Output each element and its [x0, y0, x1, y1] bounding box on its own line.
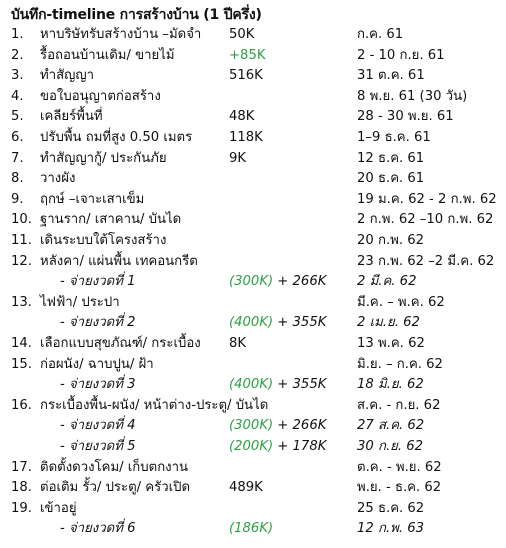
- amount-value: 489K: [229, 480, 263, 496]
- amount-green: (186K): [229, 521, 274, 537]
- row-date: ก.ค. 61: [357, 27, 404, 42]
- row-amount: [229, 107, 254, 126]
- row-date: 2 ก.พ. 62 –10 ก.พ. 62: [357, 212, 494, 228]
- row-description: ทำสัญญา: [40, 68, 95, 84]
- timeline-row: [0, 66, 506, 85]
- payment-row: [0, 313, 506, 332]
- row-date: 2 เม.ย. 62: [357, 315, 420, 331]
- row-amount: [229, 149, 246, 168]
- row-description: ไฟฟ้า/ ประปา: [40, 294, 120, 310]
- timeline-row: [0, 396, 506, 415]
- row-description: เลือกแบบสุขภัณฑ์/ กระเบื้อง: [40, 336, 201, 351]
- row-date: 2 มี.ค. 62: [357, 274, 417, 290]
- row-description: ก่อผนัง/ ฉาบปูน/ ฝ้า: [40, 356, 154, 372]
- row-number: 3.: [11, 68, 24, 84]
- row-number: 9.: [11, 191, 24, 207]
- timeline-row: [0, 478, 506, 497]
- row-date: มี.ค. – พ.ค. 62: [357, 294, 445, 310]
- timeline-row: [0, 334, 506, 353]
- timeline-row: [0, 107, 506, 126]
- row-number: 7.: [11, 150, 24, 166]
- amount-value: 516K: [229, 68, 263, 84]
- row-description: ติดตั้งดวงโคม/ เก็บตกงาน: [40, 459, 189, 475]
- row-number: 16.: [11, 397, 32, 413]
- row-number: 4.: [11, 88, 24, 104]
- timeline-row: [0, 128, 506, 147]
- row-date: 20 ธ.ค. 61: [357, 171, 425, 187]
- row-amount: [229, 25, 254, 44]
- payment-row: [0, 272, 506, 291]
- row-amount: [229, 334, 246, 353]
- row-date: 25 ธ.ค. 62: [357, 500, 425, 516]
- amount-green: (300K): [229, 418, 274, 434]
- timeline-row: [0, 293, 506, 312]
- row-description: รื้อถอนบ้านเดิม/ ขายไม้: [40, 47, 175, 63]
- row-amount: [229, 272, 326, 291]
- row-description: ทำสัญญากู้/ ประกันภัย: [40, 150, 167, 166]
- timeline-row: [0, 252, 506, 271]
- timeline-row: [0, 25, 506, 44]
- row-description: - จ่ายงวดที่ 3: [60, 377, 136, 393]
- row-amount: [229, 128, 263, 147]
- amount-rest: + 266K: [273, 418, 327, 434]
- amount-value: 48K: [229, 109, 255, 125]
- row-date: 8 พ.ย. 61 (30 วัน): [357, 88, 468, 104]
- amount-value: 9K: [229, 150, 247, 166]
- row-date: 13 พ.ค. 62: [357, 336, 425, 351]
- row-date: 2 - 10 ก.ย. 61: [357, 47, 445, 63]
- amount-green: (400K): [229, 377, 274, 393]
- row-number: 12.: [11, 253, 32, 269]
- payment-row: [0, 519, 506, 538]
- amount-value: 118K: [229, 130, 263, 145]
- row-description: เข้าอยู่: [40, 500, 77, 516]
- row-amount: [229, 437, 326, 456]
- row-date: 19 ม.ค. 62 - 2 ก.พ. 62: [357, 191, 497, 207]
- row-amount: [229, 66, 263, 85]
- row-amount: [229, 46, 265, 65]
- row-number: 6.: [11, 130, 24, 145]
- timeline-row: [0, 169, 506, 188]
- timeline-row: [0, 355, 506, 374]
- amount-rest: + 266K: [273, 274, 327, 290]
- amount-value: 50K: [229, 27, 255, 42]
- row-date: 27 ส.ค. 62: [357, 418, 425, 434]
- amount-rest: + 178K: [273, 439, 327, 454]
- row-number: 19.: [11, 500, 32, 516]
- payment-row: [0, 437, 506, 456]
- row-description: - จ่ายงวดที่ 2: [60, 315, 136, 331]
- row-amount: [229, 313, 326, 332]
- timeline-row: [0, 46, 506, 65]
- row-number: 1.: [11, 27, 24, 42]
- row-description: หาบริษัทรับสร้างบ้าน –มัดจำ: [40, 27, 202, 42]
- row-number: 15.: [11, 356, 32, 372]
- row-amount: [229, 478, 263, 497]
- row-number: 11.: [11, 233, 32, 248]
- timeline-row: [0, 149, 506, 168]
- row-description: วางผัง: [40, 171, 76, 187]
- payment-row: [0, 416, 506, 435]
- row-amount: [229, 519, 273, 538]
- row-date: ต.ค. - พ.ย. 62: [357, 459, 442, 475]
- row-description: - จ่ายงวดที่ 5: [60, 439, 136, 454]
- row-description: - จ่ายงวดที่ 4: [60, 418, 136, 434]
- row-amount: [229, 416, 326, 435]
- row-date: พ.ย. - ธ.ค. 62: [357, 480, 442, 496]
- timeline-row: [0, 458, 506, 477]
- row-amount: [229, 375, 326, 394]
- row-number: 14.: [11, 336, 32, 351]
- row-description: ปรับพื้น ถมที่สูง 0.50 เมตร: [40, 130, 193, 145]
- row-description: เดินระบบใต้โครงสร้าง: [40, 233, 167, 248]
- amount-rest: + 355K: [273, 377, 327, 393]
- row-date: 30 ก.ย. 62: [357, 439, 424, 454]
- row-number: 8.: [11, 171, 24, 187]
- row-description: กระเบื้องพื้น-ผนัง/ หน้าต่าง-ประตู/ บันได: [40, 397, 269, 413]
- row-date: 31 ต.ค. 61: [357, 68, 425, 84]
- payment-row: [0, 375, 506, 394]
- row-description: - จ่ายงวดที่ 1: [60, 274, 136, 290]
- amount-green: (400K): [229, 315, 274, 331]
- row-date: 18 มิ.ย. 62: [357, 377, 424, 393]
- row-number: 18.: [11, 480, 32, 496]
- page-title: บันทึก-timeline การสร้างบ้าน (1 ปีครึ่ง): [11, 7, 262, 23]
- row-date: ส.ค. - ก.ย. 62: [357, 397, 441, 413]
- amount-rest: + 355K: [273, 315, 327, 331]
- row-number: 13.: [11, 294, 32, 310]
- row-number: 2.: [11, 47, 24, 63]
- row-description: หลังคา/ แผ่นพื้น เทคอนกรีต: [40, 253, 198, 269]
- timeline-row: [0, 87, 506, 106]
- amount-green: (300K): [229, 274, 274, 290]
- row-date: 1–9 ธ.ค. 61: [357, 130, 431, 145]
- timeline-row: [0, 190, 506, 209]
- timeline-row: [0, 231, 506, 250]
- timeline-row: [0, 210, 506, 229]
- row-description: - จ่ายงวดที่ 6: [60, 521, 136, 537]
- row-description: เคลียร์พื้นที่: [40, 109, 103, 125]
- amount-green: (200K): [229, 439, 274, 454]
- row-description: ต่อเติม รั้ว/ ประตู/ ครัวเปิด: [40, 480, 191, 496]
- row-number: 10.: [11, 212, 32, 228]
- row-date: 28 - 30 พ.ย. 61: [357, 109, 454, 125]
- timeline-row: [0, 499, 506, 518]
- row-description: ฐานราก/ เสาคาน/ บันได: [40, 212, 182, 228]
- amount-value: 8K: [229, 336, 247, 351]
- row-description: ฤกษ์ –เจาะเสาเข็ม: [40, 191, 145, 207]
- amount-green: +85K: [229, 47, 266, 63]
- row-description: ขอใบอนุญาตก่อสร้าง: [40, 88, 161, 104]
- row-number: 5.: [11, 109, 24, 125]
- row-date: 12 ก.พ. 63: [357, 521, 425, 537]
- row-date: 23 ก.พ. 62 –2 มี.ค. 62: [357, 253, 495, 269]
- row-date: มิ.ย. – ก.ค. 62: [357, 356, 443, 372]
- row-date: 20 ก.พ. 62: [357, 233, 425, 248]
- row-date: 12 ธ.ค. 61: [357, 150, 425, 166]
- row-number: 17.: [11, 459, 32, 475]
